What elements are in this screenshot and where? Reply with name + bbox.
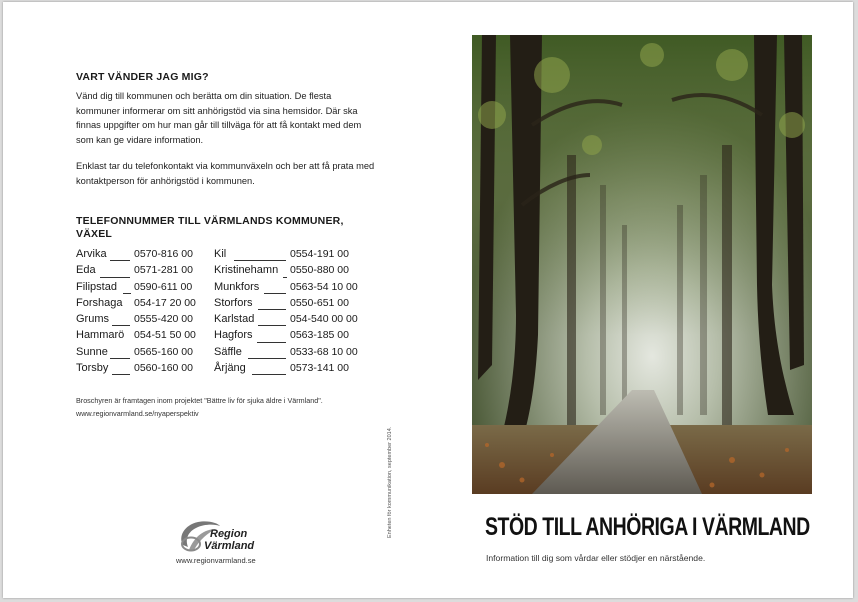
brochure-title: STÖD TILL ANHÖRIGA I VÄRMLAND: [485, 513, 810, 541]
phone-number: 0571-281 00: [134, 264, 193, 277]
left-page: [3, 2, 428, 598]
town-name: Hagfors: [214, 329, 253, 342]
forest-road-photo-icon: [472, 35, 812, 494]
town-name: Arvika: [76, 248, 107, 260]
right-page: [428, 2, 853, 598]
phone-number: 054-17 20 00: [134, 296, 196, 309]
contact-paragraph: Enklast tar du telefonkontakt via kommunväxeln och ber att få prata med kontaktperson för anhörigstöd i kommunen.: [76, 161, 375, 186]
town-name: Munkfors: [214, 280, 260, 293]
phone-number: 0563-54 10 00: [290, 280, 358, 293]
town-name: Årjäng: [214, 362, 246, 375]
phone-number: 0560-160 00: [134, 362, 193, 375]
leader-line: [258, 325, 286, 326]
brochure-subtitle: Information till dig som vårdar eller stödjer en närstående.: [486, 553, 706, 563]
leader-line: [234, 260, 286, 261]
leader-line: [110, 358, 130, 359]
town-name: Grums: [76, 313, 109, 326]
forest-road-photo: [472, 35, 812, 494]
town-name: Säffle: [214, 345, 242, 358]
town-name: Torsby: [76, 362, 109, 375]
phone-number: 0563-185 00: [290, 329, 349, 342]
logo-text-varmland: Värmland: [204, 540, 255, 552]
leader-line: [283, 277, 287, 278]
phone-number: 0550-651 00: [290, 296, 349, 309]
town-name: Sunne: [76, 345, 108, 358]
town-name: Kristinehamn: [214, 264, 279, 277]
phone-number: 0565-160 00: [134, 345, 193, 358]
town-name: Storfors: [214, 296, 253, 309]
town-name: Karlstad: [214, 313, 255, 326]
leader-line: [110, 260, 130, 261]
town-name: Forshaga: [76, 296, 123, 309]
brochure-project-note: Broschyren är framtagen inom projektet "Bättre liv för sjuka äldre i Värmland".: [76, 396, 323, 405]
section-heading-phone-numbers: TELEFONNUMMER TILL VÄRMLANDS KOMMUNER, VÄXEL: [76, 215, 344, 240]
region-varmland-logo: [174, 517, 274, 557]
town-name: Filipstad: [76, 280, 117, 293]
phone-number: 0533-68 10 00: [290, 345, 358, 358]
brochure-spread: [3, 2, 853, 598]
leader-line: [112, 325, 130, 326]
intro-paragraph: Vänd dig till kommunen och berätta om din situation. De flesta kommuner informerar om sitt anhörigstöd via sina hemsidor. Där ska finnas uppgifter om hur man går till tillväga för att få kontakt med dem som kan ge vidare information.: [76, 91, 362, 145]
leader-line: [257, 342, 286, 343]
phone-number: 0555-420 00: [134, 313, 193, 326]
phone-number: 0554-191 00: [290, 248, 349, 260]
leader-line: [252, 374, 286, 375]
section-heading-where-to-turn: VART VÄNDER JAG MIG?: [76, 71, 209, 83]
phone-number: 0550-880 00: [290, 264, 349, 277]
leader-line: [258, 309, 286, 310]
phone-number: 054-540 00 00: [290, 313, 358, 326]
logo-text-region: Region: [210, 528, 248, 540]
region-website-url: www.regionvarmland.se: [176, 556, 256, 565]
phone-number: 0570-816 00: [134, 248, 193, 260]
town-name: Hammarö: [76, 329, 125, 342]
leader-line: [248, 358, 286, 359]
leader-line: [123, 293, 131, 294]
leader-line: [100, 277, 130, 278]
town-name: Eda: [76, 264, 96, 277]
leader-line: [264, 293, 286, 294]
project-url: www.regionvarmland.se/nyaperspektiv: [76, 409, 199, 418]
phone-number: 0573-141 00: [290, 362, 349, 375]
publisher-note: Enheten för kommunikation, september 2014.: [387, 426, 393, 538]
town-name: Kil: [214, 248, 227, 260]
phone-number: 054-51 50 00: [134, 329, 196, 342]
leader-line: [112, 374, 130, 375]
phone-number: 0590-611 00: [134, 280, 193, 293]
